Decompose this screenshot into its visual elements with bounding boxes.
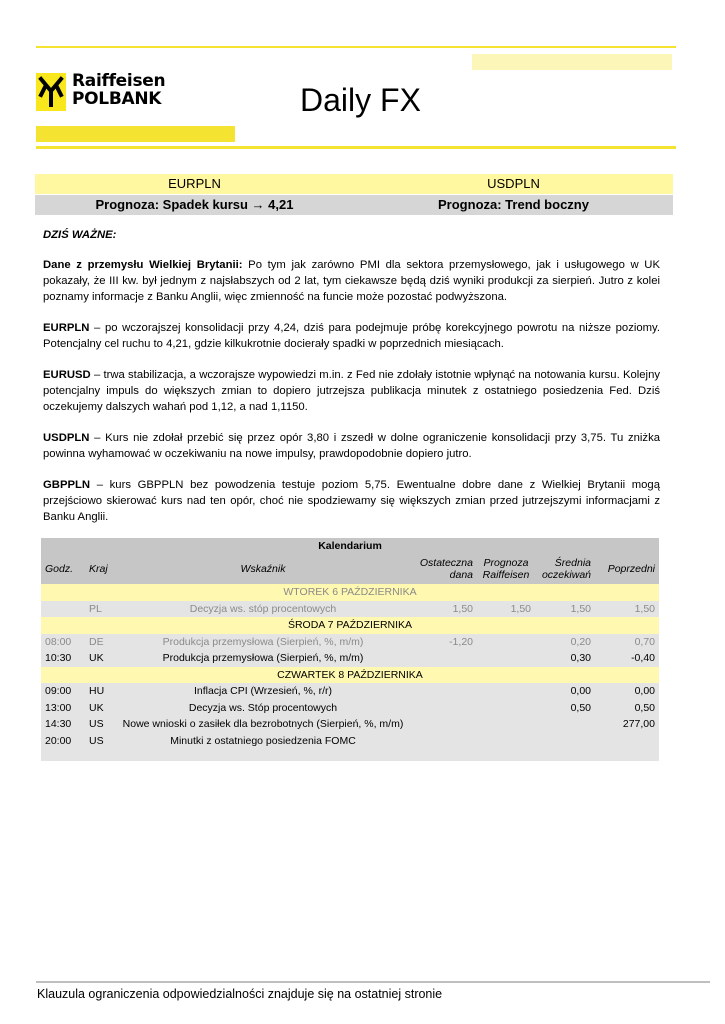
cell-indicator: Produkcja przemysłowa (Sierpień, %, m/m) <box>115 650 411 667</box>
col-final-line2: dana <box>449 569 473 581</box>
table-row <box>41 733 659 750</box>
cell-average: 0,00 <box>535 683 595 700</box>
cell-previous: 1,50 <box>595 601 659 618</box>
top-rule <box>36 46 676 48</box>
fx-forecast-row <box>35 195 673 215</box>
cell-country: UK <box>85 650 115 667</box>
cell-indicator: Decyzja ws. Stóp procentowych <box>115 700 411 717</box>
commentary <box>43 227 660 540</box>
cell-previous <box>595 733 659 750</box>
paragraph-keyword: GBPPLN <box>43 479 91 491</box>
footer-disclaimer: Klauzula ograniczenia odpowiedzialności znajduje się na ostatniej stronie <box>37 987 443 1001</box>
paragraph-text: – po wczorajszej konsolidacji przy 4,24, dziś para podejmuje próbę korekcyjnego powrotu na niższe poziomy. Potencjalny cel ruchu to 4,21, gdzie kilkukrotnie docierały spadki w poprzednich miesiącach. <box>43 322 660 350</box>
cell-final <box>411 700 477 717</box>
col-forecast-line1: Prognoza <box>483 557 529 569</box>
cell-indicator: Produkcja przemysłowa (Sierpień, %, m/m) <box>115 634 411 651</box>
footer-rule <box>36 981 710 983</box>
col-final <box>411 554 477 584</box>
paragraph <box>43 477 660 525</box>
day-row <box>41 617 659 634</box>
left-accent-bar <box>36 126 235 142</box>
cell-previous: 0,70 <box>595 634 659 651</box>
col-average-line1: Średnia <box>554 557 591 569</box>
fx-pairs-row <box>35 174 673 194</box>
col-country: Kraj <box>85 554 115 584</box>
brand-line-2: POLBANK <box>72 89 162 109</box>
cell-final: -1,20 <box>411 634 477 651</box>
cell-average: 0,20 <box>535 634 595 651</box>
paragraph-keyword: EURUSD <box>43 369 91 381</box>
cell-time: 14:30 <box>41 716 85 733</box>
cell-previous: -0,40 <box>595 650 659 667</box>
col-average-line2: oczekiwań <box>541 569 591 581</box>
cell-previous: 0,50 <box>595 700 659 717</box>
cell-indicator: Minutki z ostatniego posiedzenia FOMC <box>115 733 411 750</box>
cell-time: 10:30 <box>41 650 85 667</box>
calendar-title: Kalendarium <box>41 538 659 554</box>
cell-previous: 0,00 <box>595 683 659 700</box>
paragraph <box>43 430 660 462</box>
col-forecast-line2: Raiffeisen <box>482 569 530 581</box>
table-spacer-row <box>41 749 659 761</box>
brand-line-1: Raiffeisen <box>72 71 166 91</box>
cell-country: US <box>85 716 115 733</box>
day-row <box>41 667 659 684</box>
paragraph <box>43 367 660 415</box>
cell-time <box>41 601 85 618</box>
raiffeisen-gable-icon <box>36 73 66 111</box>
fx-forecast-right: Prognoza: Trend boczny <box>438 197 589 212</box>
cell-time: 13:00 <box>41 700 85 717</box>
cell-final <box>411 650 477 667</box>
cell-country: US <box>85 733 115 750</box>
header-rule <box>36 146 676 149</box>
day-label: WTOREK 6 PAŹDZIERNIKA <box>41 584 659 601</box>
col-average <box>535 554 595 584</box>
cell-previous: 277,00 <box>595 716 659 733</box>
cell-indicator: Decyzja ws. stóp procentowych <box>115 601 411 618</box>
cell-final <box>411 683 477 700</box>
cell-final <box>411 716 477 733</box>
table-row <box>41 683 659 700</box>
paragraph-text: – Kurs nie zdołał przebić się przez opór 3,80 i zszedł w dolne ograniczenie konsolidacji przy 3,75. Tu zniżka powinna wyhamować w oczekiwaniu na nowe impulsy, prawdopodobnie dopiero jutro. <box>43 432 660 460</box>
top-right-band <box>472 54 672 70</box>
table-row <box>41 716 659 733</box>
cell-forecast: 1,50 <box>477 601 535 618</box>
cell-final: 1,50 <box>411 601 477 618</box>
cell-forecast <box>477 634 535 651</box>
table-row <box>41 634 659 651</box>
cell-forecast <box>477 683 535 700</box>
cell-average <box>535 716 595 733</box>
table-row <box>41 601 659 618</box>
col-final-line1: Ostateczna <box>419 557 473 569</box>
fx-forecast-left: Prognoza: Spadek kursu → 4,21 <box>95 197 294 212</box>
cell-average: 0,50 <box>535 700 595 717</box>
cell-forecast <box>477 716 535 733</box>
day-label: ŚRODA 7 PAŹDZIERNIKA <box>41 617 659 634</box>
paragraph-text: Po tym jak zarówno PMI dla sektora przemysłowego, jak i usługowego w UK pokazały, że III kw. był jednym z najsłabszych od 2 lat, tym ciekawsze będą dziś wyniki produkcji za sierpień. Jutro z kolei poznamy informacje z Banku Anglii, więc zmienność na funcie może pozostać podwyższona. <box>43 259 660 303</box>
paragraph-keyword: USDPLN <box>43 432 90 444</box>
col-time: Godz. <box>41 554 85 584</box>
paragraph-keyword: Dane z przemysłu Wielkiej Brytanii: <box>43 259 243 271</box>
paragraph <box>43 257 660 305</box>
day-row <box>41 584 659 601</box>
table-row <box>41 700 659 717</box>
col-forecast <box>477 554 535 584</box>
table-row <box>41 650 659 667</box>
calendar-header-row <box>41 554 659 584</box>
cell-average: 1,50 <box>535 601 595 618</box>
cell-forecast <box>477 733 535 750</box>
col-previous: Poprzedni <box>595 554 659 584</box>
cell-time: 08:00 <box>41 634 85 651</box>
cell-country: DE <box>85 634 115 651</box>
fx-pair-left: EURPLN <box>168 176 221 191</box>
paragraph-text: – trwa stabilizacja, a wczorajsze wypowiedzi m.in. z Fed nie zdołały istotnie wpłynąć na notowania kursu. Kolejny potencjalny impuls do większych zmian to dopiero jutrzejsza publikacja minutek z ostatniego posiedzenia Fed. Dziś oczekujemy dalszych wahań pod 1,12, a nad 1,1150. <box>43 369 660 413</box>
paragraph <box>43 320 660 352</box>
cell-time: 09:00 <box>41 683 85 700</box>
cell-forecast <box>477 650 535 667</box>
day-label: CZWARTEK 8 PAŹDZIERNIKA <box>41 667 659 684</box>
cell-country: PL <box>85 601 115 618</box>
cell-time: 20:00 <box>41 733 85 750</box>
cell-average <box>535 733 595 750</box>
cell-indicator: Inflacja CPI (Wrzesień, %, r/r) <box>115 683 411 700</box>
paragraph-keyword: EURPLN <box>43 322 90 334</box>
brand-logo <box>72 72 165 108</box>
col-indicator: Wskaźnik <box>115 554 411 584</box>
fx-pair-right: USDPLN <box>487 176 540 191</box>
page-title: Daily FX <box>300 82 421 118</box>
cell-country: HU <box>85 683 115 700</box>
cell-average: 0,30 <box>535 650 595 667</box>
calendar-table <box>41 538 659 761</box>
cell-forecast <box>477 700 535 717</box>
cell-country: UK <box>85 700 115 717</box>
cell-indicator: Nowe wnioski o zasiłek dla bezrobotnych (Sierpień, %, m/m) <box>115 716 411 733</box>
paragraph-text: – kurs GBPPLN bez powodzenia testuje poziom 5,75. Ewentualne dobre dane z Wielkiej Brytanii mogą przejściowo skierować kurs nad ten opór, choć nie spodziewamy się większych zmian przed jutrzejszymi informacjami z Banku Anglii. <box>43 479 660 523</box>
cell-final <box>411 733 477 750</box>
section-heading: DZIŚ WAŻNE: <box>43 229 117 241</box>
